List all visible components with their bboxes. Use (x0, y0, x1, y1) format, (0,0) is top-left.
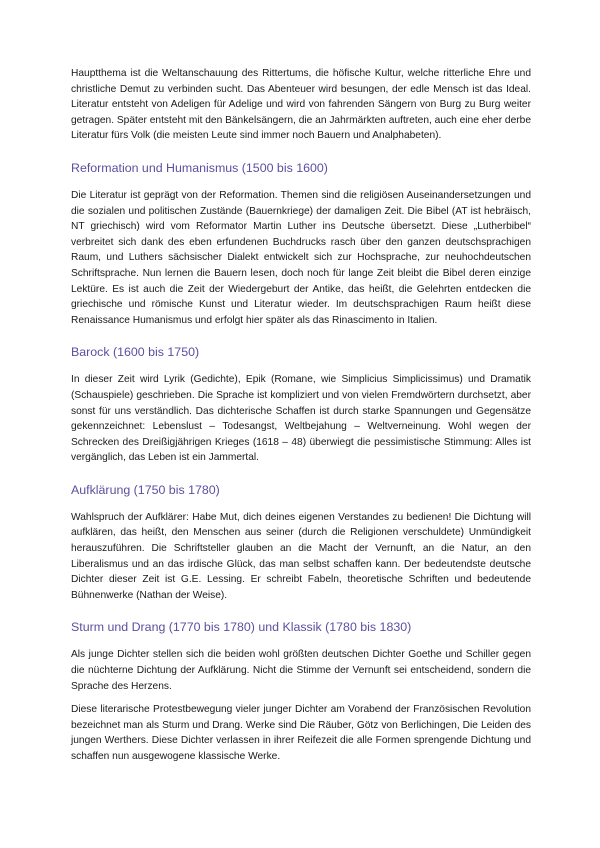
paragraph-aufklaerung: Wahlspruch der Aufklärer: Habe Mut, dich deines eigenen Verstandes zu bedienen! Die Dichtung will aufklären, das heißt, den Menschen aus seiner (durch die Religionen verschuldete) Unmündigkeit herauszuführen. Die Schriftsteller glauben an die Macht der Vernunft, an die Natur, an den Liberalismus und an das irdische Glück, das man selbst schaffen kann. Der bedeutendste deutsche Dichter dieser Zeit ist G.E. Lessing. Er schreibt Fabeln, theoretische Schriften und bedeutende Bühnenwerke (Nathan der Weise). (71, 511, 531, 601)
heading-aufklaerung: Aufklärung (1750 bis 1780) (71, 482, 220, 497)
heading-reformation-humanismus: Reformation und Humanismus (1500 bis 1600) (71, 160, 328, 175)
heading-sturm-und-drang-klassik: Sturm und Drang (1770 bis 1780) und Klassik (1780 bis 1830) (71, 620, 412, 635)
paragraph-sturm-und-drang-1: Als junge Dichter stellen sich die beiden wohl größten deutschen Dichter Goethe und Schiller gegen die nüchterne Dichtung der Aufklärung. Nicht die Stimme der Vernunft sei entscheidend, sondern die Sprache des Herzens. (71, 649, 531, 692)
document-page (71, 66, 531, 765)
paragraph-reformation: Die Literatur ist geprägt von der Reformation. Themen sind die religiösen Auseinandersetzungen und die sozialen und politischen Zustände (Bauernkriege) der damaligen Zeit. Die Bibel (AT ist hebräisch, NT griechisch) wird vom Reformator Martin Luther ins Deutsche übersetzt. Diese „Lutherbibel“ verbreitet sich dank des eben erfundenen Buchdrucks rasch über den ganzen deutschsprachigen Raum, und Luthers sächsischer Dialekt entwickelt sich zur Hochsprache, zur neuhochdeutschen Schriftsprache. Nun lernen die Bauern lesen, doch noch für lange Zeit bleibt die Bibel deren einzige Lektüre. Es ist auch die Zeit der Wiedergeburt der Antike, das heißt, die Gelehrten entdecken die griechische und römische Kunst und Literatur wieder. Im deutschsprachigen Raum heißt diese Renaissance Humanismus und erfolgt hier später als das Rinascimento in Italien. (71, 189, 531, 326)
paragraph-sturm-und-drang-2: Diese literarische Protestbewegung vieler junger Dichter am Vorabend der Französischen Revolution bezeichnet man als Sturm und Drang. Werke sind Die Räuber, Götz von Berlichingen, Die Leiden des jungen Werthers. Diese Dichter verlassen in ihrer Reifezeit die alle Formen sprengende Dichtung und schaffen nun ausgewogene klassische Werke. (71, 704, 531, 762)
heading-barock: Barock (1600 bis 1750) (71, 345, 200, 360)
intro-paragraph: Hauptthema ist die Weltanschauung des Rittertums, die höfische Kultur, welche ritterliche Ehre und christliche Demut zu verbinden sucht. Das Abenteuer wird besungen, der edle Mensch ist das Ideal. Literatur entsteht von Adeligen für Adelige und wird von fahrenden Sängern von Burg zu Burg weiter getragen. Später entsteht mit den Bänkelsängern, die an Jahrmärkten auftreten, auch eine eher derbe Literatur fürs Volk (die meisten Leute sind immer noch Bauern und Analphabeten). (71, 68, 531, 142)
paragraph-barock: In dieser Zeit wird Lyrik (Gedichte), Epik (Romane, wie Simplicius Simplicissimus) und Dramatik (Schauspiele) geschrieben. Die Sprache ist kompliziert und von vielen Fremdwörtern durchsetzt, aber sonst für uns verständlich. Das dichterische Schaffen ist durch starke Spannungen und Gegensätze gekennzeichnet: Lebenslust – Todesangst, Weltbejahung – Weltverneinung. Wohl wegen der Schrecken des Dreißigjährigen Krieges (1618 – 48) überwiegt die pessimistische Stimmung: Alles ist vergänglich, das Leben ist ein Jammertal. (71, 374, 531, 464)
